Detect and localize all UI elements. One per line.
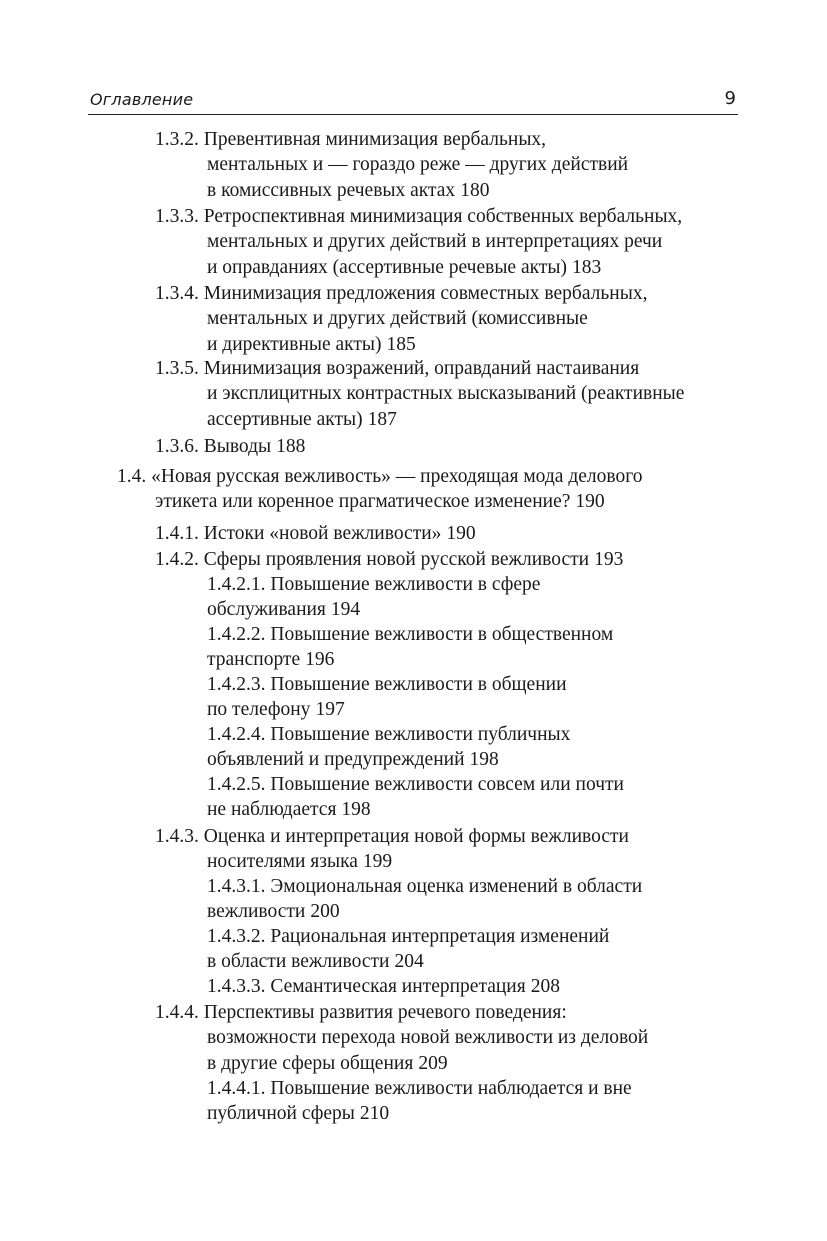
toc-entry-text: 1.4.3.2. Рациональная интерпретация изменений: [207, 926, 610, 947]
toc-page-number: 187: [367, 408, 397, 430]
toc-page-number: 208: [530, 976, 560, 997]
toc-page-number: 197: [315, 699, 345, 721]
toc-entry-text: и директивные акты): [207, 333, 382, 355]
toc-entry-text: по телефону: [207, 699, 311, 721]
toc-entry-text: 1.4.3. Оценка и интерпретация новой формы вежливости: [155, 826, 629, 847]
toc-entry-text: объявлений и предупреждений: [207, 749, 465, 771]
toc-entry-text: 1.4.2.2. Повышение вежливости в общественном: [207, 624, 614, 645]
toc-entry-text: не наблюдается: [207, 799, 337, 821]
toc-entry-text: носителями языка: [207, 851, 358, 873]
toc-entry-text: 1.4. «Новая русская вежливость» — преходящая мода делового: [117, 466, 643, 487]
toc-page-number: 200: [310, 901, 340, 923]
toc-entry-text: 1.4.3.1. Эмоциональная оценка изменений в области: [207, 876, 643, 897]
header-page-number: 9: [724, 88, 736, 109]
toc-entry-text: 1.4.2.5. Повышение вежливости совсем или почти: [207, 774, 624, 795]
toc-page-number: 198: [469, 749, 499, 771]
header-title: Оглавление: [90, 90, 194, 109]
toc-page-number: 180: [460, 179, 490, 201]
toc-entry-text: 1.4.3.3. Семантическая интерпретация: [207, 976, 526, 997]
toc-entry-text: и оправданиях (ассертивные речевые акты): [207, 256, 567, 278]
toc-entry-text: ментальных и других действий (комиссивные: [207, 308, 588, 330]
toc-entry-text: 1.3.2. Превентивная минимизация вербальных,: [155, 129, 547, 150]
running-header: [88, 84, 738, 115]
toc-entry-text: в другие сферы общения: [207, 1052, 414, 1074]
toc-entry-text: ментальных и — гораздо реже — других действий: [207, 154, 629, 176]
toc-page-number: 210: [359, 1103, 390, 1125]
toc-page-number: 193: [594, 549, 624, 570]
toc-page-number: 209: [418, 1052, 448, 1074]
toc-page-number: 188: [276, 436, 306, 457]
toc-page-number: 196: [305, 649, 335, 671]
toc-entry-text: ассертивные акты): [207, 408, 363, 430]
toc-entry-text: 1.3.6. Выводы: [155, 436, 272, 457]
toc-entry-text: и эксплицитных контрастных высказываний (реактивные: [207, 383, 685, 405]
toc-entry-text: 1.3.3. Ретроспективная минимизация собственных вербальных,: [155, 206, 683, 227]
toc-page-number: 190: [575, 491, 605, 513]
toc-entry-text: публичной сферы: [207, 1103, 355, 1125]
toc-entry-text: 1.4.2.4. Повышение вежливости публичных: [207, 724, 571, 745]
toc-entry-text: ментальных и других действий в интерпретациях речи: [207, 231, 663, 253]
toc-entry-text: в области вежливости: [207, 951, 390, 973]
toc-entry-text: в комиссивных речевых актах: [207, 179, 456, 201]
toc-entry-text: 1.4.1. Истоки «новой вежливости»: [155, 523, 442, 544]
toc-entry-text: обслуживания: [207, 599, 326, 621]
toc-page-number: 183: [571, 256, 602, 278]
toc-entry-text: этикета или коренное прагматическое изменение?: [155, 491, 571, 513]
toc-page-number: 190: [446, 523, 476, 544]
toc-entry-text: 1.3.4. Минимизация предложения совместных вербальных,: [155, 283, 648, 304]
toc-entry-text: 1.4.2.3. Повышение вежливости в общении: [207, 674, 567, 695]
toc-entry-text: транспорте: [207, 649, 301, 671]
toc-entry-text: 1.3.5. Минимизация возражений, оправданий настаивания: [155, 358, 640, 379]
toc-entry-text: 1.4.4.1. Повышение вежливости наблюдается и вне: [207, 1078, 632, 1099]
toc-entry-text: 1.4.4. Перспективы развития речевого поведения:: [155, 1002, 567, 1023]
toc-page-number: 198: [341, 799, 371, 821]
toc-page-number: 185: [386, 333, 416, 355]
toc-entry-text: вежливости: [207, 901, 306, 923]
toc-page-number: 194: [330, 599, 361, 621]
toc-entry-text: возможности перехода новой вежливости из деловой: [207, 1027, 649, 1049]
toc-page-number: 204: [394, 951, 424, 973]
toc-entry-text: 1.4.2.1. Повышение вежливости в сфере: [207, 574, 541, 595]
toc-page-number: 199: [362, 851, 393, 873]
toc-entry-text: 1.4.2. Сферы проявления новой русской вежливости: [155, 549, 590, 570]
